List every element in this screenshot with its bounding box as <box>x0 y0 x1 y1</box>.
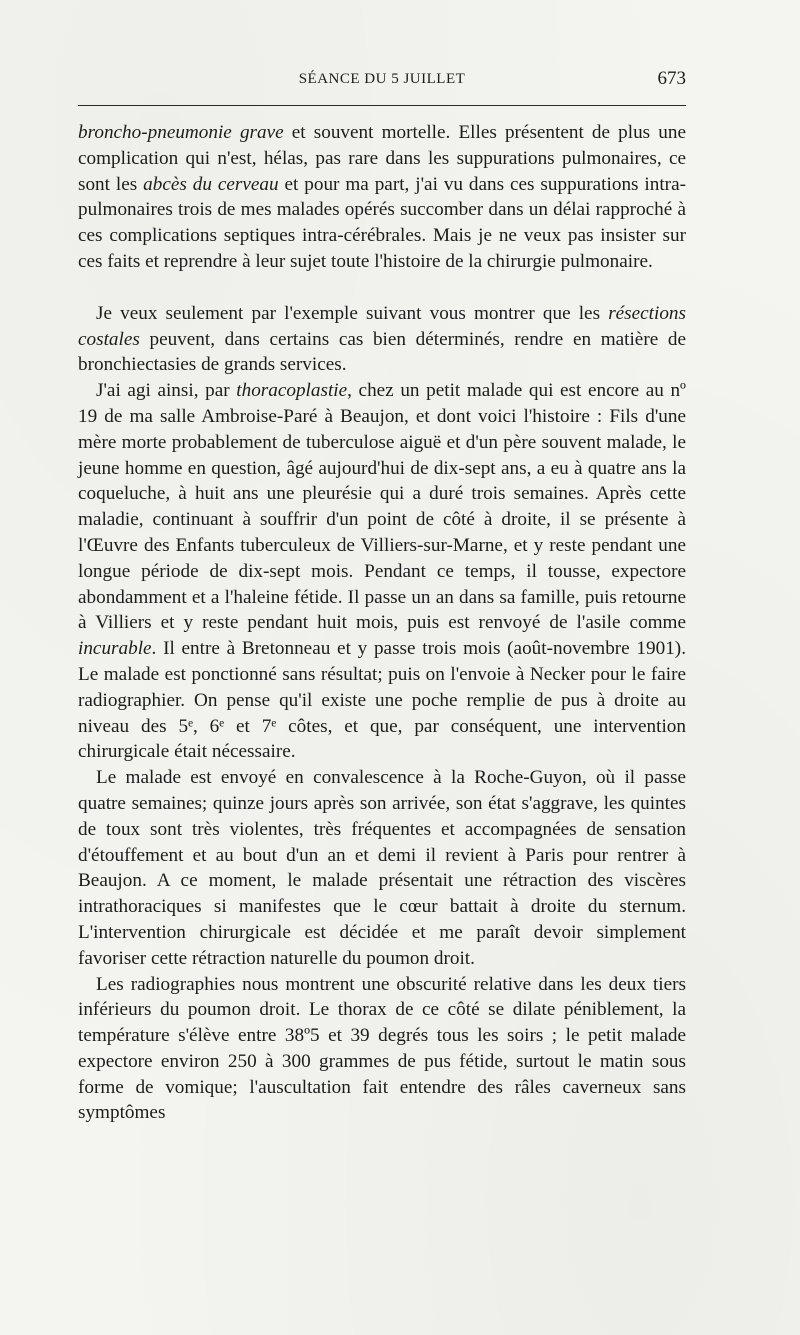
text-run: Je veux seulement par l'exemple suivant vous montrer que les <box>96 302 609 324</box>
paragraph <box>78 378 686 765</box>
paragraph <box>78 972 686 1127</box>
paragraph <box>78 765 686 971</box>
italic-run: thoracoplastie <box>236 380 348 402</box>
paragraph <box>78 120 686 275</box>
page-number: 673 <box>657 68 686 89</box>
text-run: J'ai agi ainsi, par <box>96 380 237 402</box>
text-run: et pour ma part, j'ai vu dans ces suppurations intra-pulmonaires trois de mes malades opérés succomber dans un délai rapproché à ces complications septiques intra-cérébrales. Mais je ne veux pas insister sur ces faits et reprendre à leur sujet toute l'histoire de la chirurgie pulmonaire. <box>78 173 686 272</box>
italic-run: incurable <box>78 638 152 660</box>
italic-run: résections costales <box>78 302 686 350</box>
body-text <box>78 120 686 1126</box>
italic-run: broncho-pneumonie grave <box>78 122 284 143</box>
header-rule <box>78 105 686 106</box>
italic-run: abcès du cerveau <box>143 173 279 195</box>
text-run: Les radiographies nous montrent une obscurité relative dans les deux tiers inférieurs du poumon droit. Le thorax de ce côté se dilate péniblement, la température s'élève entre 38º5 et 39 degrés tous les soirs ; le petit malade expectore environ 250 à 300 grammes de pus fétide, surtout le matin sous forme de vomique; l'auscultation fait entendre des râles caverneux sans symptômes <box>78 973 686 1124</box>
text-run: , chez un petit malade qui est encore au nº 19 de ma salle Ambroise-Paré à Beaujon, et dont voici l'histoire : Fils d'une mère morte probablement de tuberculose aiguë et d'un père souvent malade, le jeune homme en question, âgé aujourd'hui de dix-sept ans, a eu à quatre ans la coqueluche, à huit ans une pleurésie qui a duré trois semaines. Après cette maladie, continuant à souffrir d'un point de côté à droite, il se présente à l'Œuvre des Enfants tuberculeux de Villiers-sur-Marne, et y reste pendant une longue période de dix-sept mois. Pendant ce temps, il tousse, expectore abondamment et a l'haleine fétide. Il passe un an dans sa famille, puis retourne à Villiers et y reste pendant huit mois, puis est renvoyé de l'asile comme <box>78 380 687 634</box>
text-run: Le malade est envoyé en convalescence à la Roche-Guyon, où il passe quatre semaines; quinze jours après son arrivée, son état s'aggrave, les quintes de toux sont très violentes, très fréquentes et accompagnées de sensation d'étouffement et au bout d'un an et demi il revient à Paris pour rentrer à Beaujon. A ce moment, le malade présentait une rétraction des viscères intrathoraciques si manifestes que le cœur battait à droite du sternum. L'intervention chirurgicale est décidée et me paraît devoir simplement favoriser cette rétraction naturelle du poumon droit. <box>78 767 686 969</box>
text-run: et souvent mortelle. Elles présentent de plus une complication qui n'est, hélas, pas rare dans les suppurations pulmonaires, ce sont les <box>78 122 686 195</box>
text-run: . Il entre à Bretonneau et y passe trois mois (août-novembre 1901). Le malade est ponctionné sans résultat; puis on l'envoie à Necker pour le faire radiographier. On pense qu'il existe une poche remplie de pus à droite au niveau des 5ᵉ, 6ᵉ et 7ᵉ côtes, et que, par conséquent, une intervention chirurgicale était nécessaire. <box>78 638 686 763</box>
paragraph <box>78 301 686 378</box>
page-header <box>78 66 686 94</box>
running-head: SÉANCE DU 5 JUILLET <box>298 71 466 87</box>
text-run: peuvent, dans certains cas bien déterminés, rendre en matière de bronchiectasies de grands services. <box>78 328 686 376</box>
